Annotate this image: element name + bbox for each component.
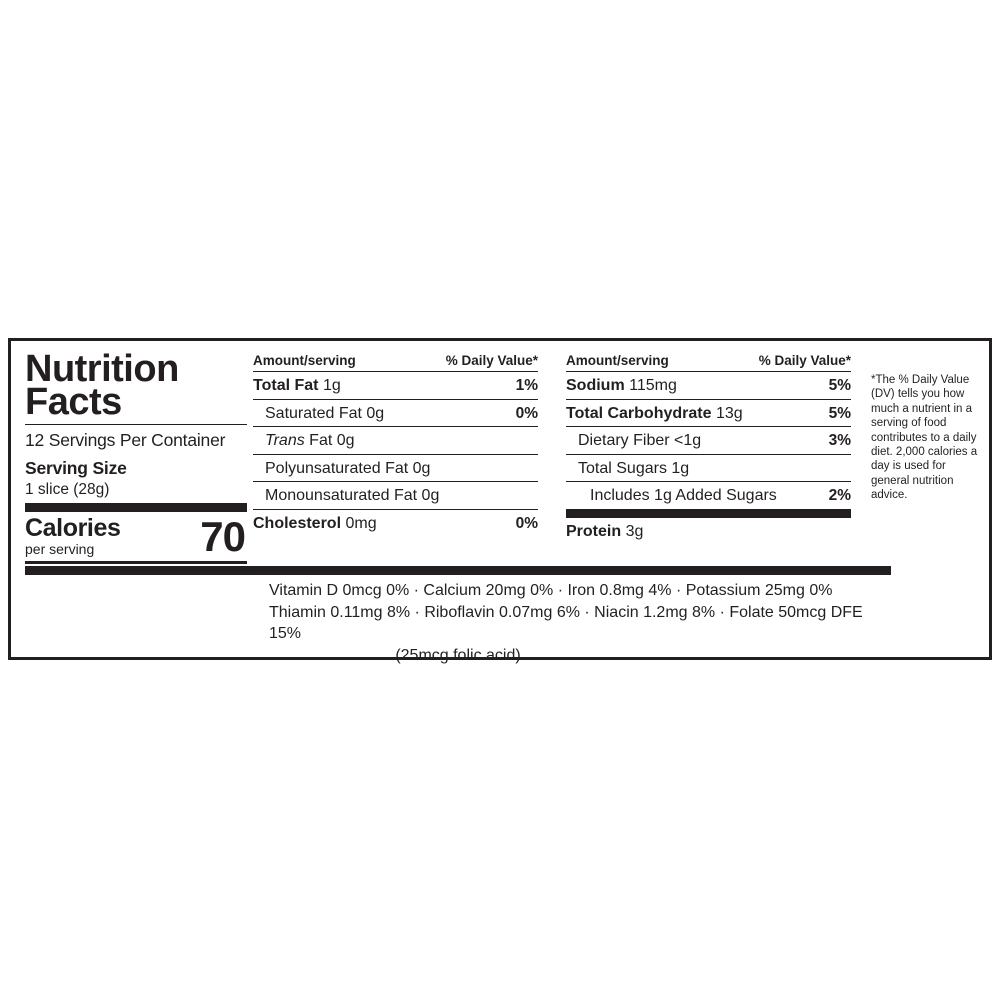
vitamins-line-2: Thiamin 0.11mg 8% · Riboflavin 0.07mg 6% · Niacin 1.2mg 8% · Folate 50mcg DFE 15% <box>269 603 863 643</box>
nutrient-dv: 2% <box>828 487 851 505</box>
nutrient-amount: 0mg <box>345 514 377 532</box>
nutrient-row <box>253 509 538 537</box>
vitamins-line-3: (25mcg folic acid) <box>395 646 521 664</box>
nutrient-name-amount <box>578 432 701 450</box>
calories-divider-bottom <box>25 561 247 564</box>
nutrient-name: Total Fat <box>253 377 319 394</box>
daily-value-header-left-text: % Daily Value* <box>445 353 538 368</box>
nutrient-amount: 115mg <box>629 377 677 394</box>
calories-divider-top <box>25 503 247 512</box>
amount-per-serving-header-left <box>253 353 538 371</box>
nutrition-facts-title <box>25 348 247 423</box>
nutrient-name: Dietary Fiber <box>578 432 670 450</box>
nutrient-row <box>566 481 851 509</box>
nutrient-name: Protein <box>566 522 622 540</box>
title-divider <box>25 424 247 425</box>
amount-header-right-text: Amount/serving <box>566 353 669 368</box>
nutrient-name-amount: Includes 1g Added Sugars <box>590 487 777 505</box>
nutrient-row <box>566 426 851 454</box>
nutrient-name-amount <box>566 523 643 541</box>
calories-label: Calories <box>25 514 121 543</box>
nutrient-name-amount <box>253 377 341 395</box>
amount-per-serving-header-right <box>566 353 851 371</box>
nutrient-name: Saturated Fat <box>265 404 362 422</box>
panel-top-area <box>25 348 979 564</box>
nutrition-facts-panel <box>8 338 992 664</box>
title-line-2: Facts <box>25 380 122 423</box>
nutrient-name-amount <box>566 405 743 423</box>
nutrient-amount: 3g <box>625 522 644 540</box>
nutrient-name: Total Carbohydrate <box>566 404 712 422</box>
nutrient-row <box>566 399 851 427</box>
nutrients-column-right <box>552 353 861 545</box>
nutrient-amount: 0g <box>421 487 440 505</box>
nutrient-name: Monounsaturated Fat <box>265 487 418 505</box>
title-line-1: Nutrition <box>25 348 179 390</box>
nutrient-dv: 0% <box>515 514 538 532</box>
panel-inner <box>25 348 979 664</box>
calories-label-group <box>25 516 120 557</box>
servings-per-container: 12 Servings Per Container <box>25 430 226 451</box>
nutrient-dv: 0% <box>515 404 538 422</box>
nutrient-name-amount <box>265 405 384 423</box>
calories-row <box>25 513 247 561</box>
nutrient-name: Sodium <box>566 377 625 394</box>
nutrient-amount: <1g <box>674 432 702 450</box>
nutrient-row <box>253 454 538 482</box>
nutrient-amount: Fat 0g <box>309 432 355 450</box>
nutrient-amount: 13g <box>715 404 743 422</box>
calories-value: 70 <box>200 513 245 561</box>
nutrient-dv: 5% <box>828 404 851 422</box>
nutrient-row <box>566 454 851 482</box>
nutrient-dv: 1% <box>515 377 538 394</box>
nutrient-row <box>253 481 538 509</box>
serving-size-label: Serving Size <box>25 458 127 479</box>
nutrient-name-amount <box>566 377 677 395</box>
nutrient-row <box>566 371 851 399</box>
nutrient-name-amount <box>265 460 430 478</box>
nutrient-name: Polyunsaturated Fat <box>265 459 409 477</box>
nutrients-columns <box>253 351 861 545</box>
nutrient-name-amount <box>578 460 689 478</box>
daily-value-header-right-text: % Daily Value* <box>758 353 851 368</box>
nutrients-column-left <box>253 353 552 545</box>
nutrient-row <box>566 509 851 545</box>
nutrient-name-amount <box>253 515 377 533</box>
nutrient-amount: 0g <box>366 404 385 422</box>
nutrient-name: Cholesterol <box>253 514 342 532</box>
title-column <box>25 348 253 564</box>
nutrient-dv: 5% <box>828 377 851 394</box>
vitamins-section <box>25 566 891 666</box>
vitamins-line-1: Vitamin D 0mcg 0% · Calcium 20mg 0% · Iron 0.8mg 4% · Potassium 25mg 0% <box>269 582 833 600</box>
nutrient-name: Total Sugars <box>578 459 667 477</box>
nutrient-amount: 1g <box>322 377 341 394</box>
nutrient-row <box>253 399 538 427</box>
nutrient-name: Trans <box>265 432 305 450</box>
nutrient-dv: 3% <box>828 432 851 450</box>
nutrient-amount: 1g <box>671 459 690 477</box>
nutrient-row <box>253 371 538 399</box>
nutrient-row <box>253 426 538 454</box>
serving-size-value: 1 slice (28g) <box>25 481 110 499</box>
nutrient-name-amount <box>265 487 439 505</box>
nutrient-amount: 0g <box>412 459 431 477</box>
daily-value-footnote: *The % Daily Value (DV) tells you how much a nutrient in a serving of food contributes to a daily diet. 2,000 calories a day is used for general nutrition advice. <box>871 374 978 501</box>
amount-header-left-text: Amount/serving <box>253 353 356 368</box>
calories-per-serving-label: per serving <box>25 541 95 558</box>
nutrient-name-amount <box>265 432 355 450</box>
